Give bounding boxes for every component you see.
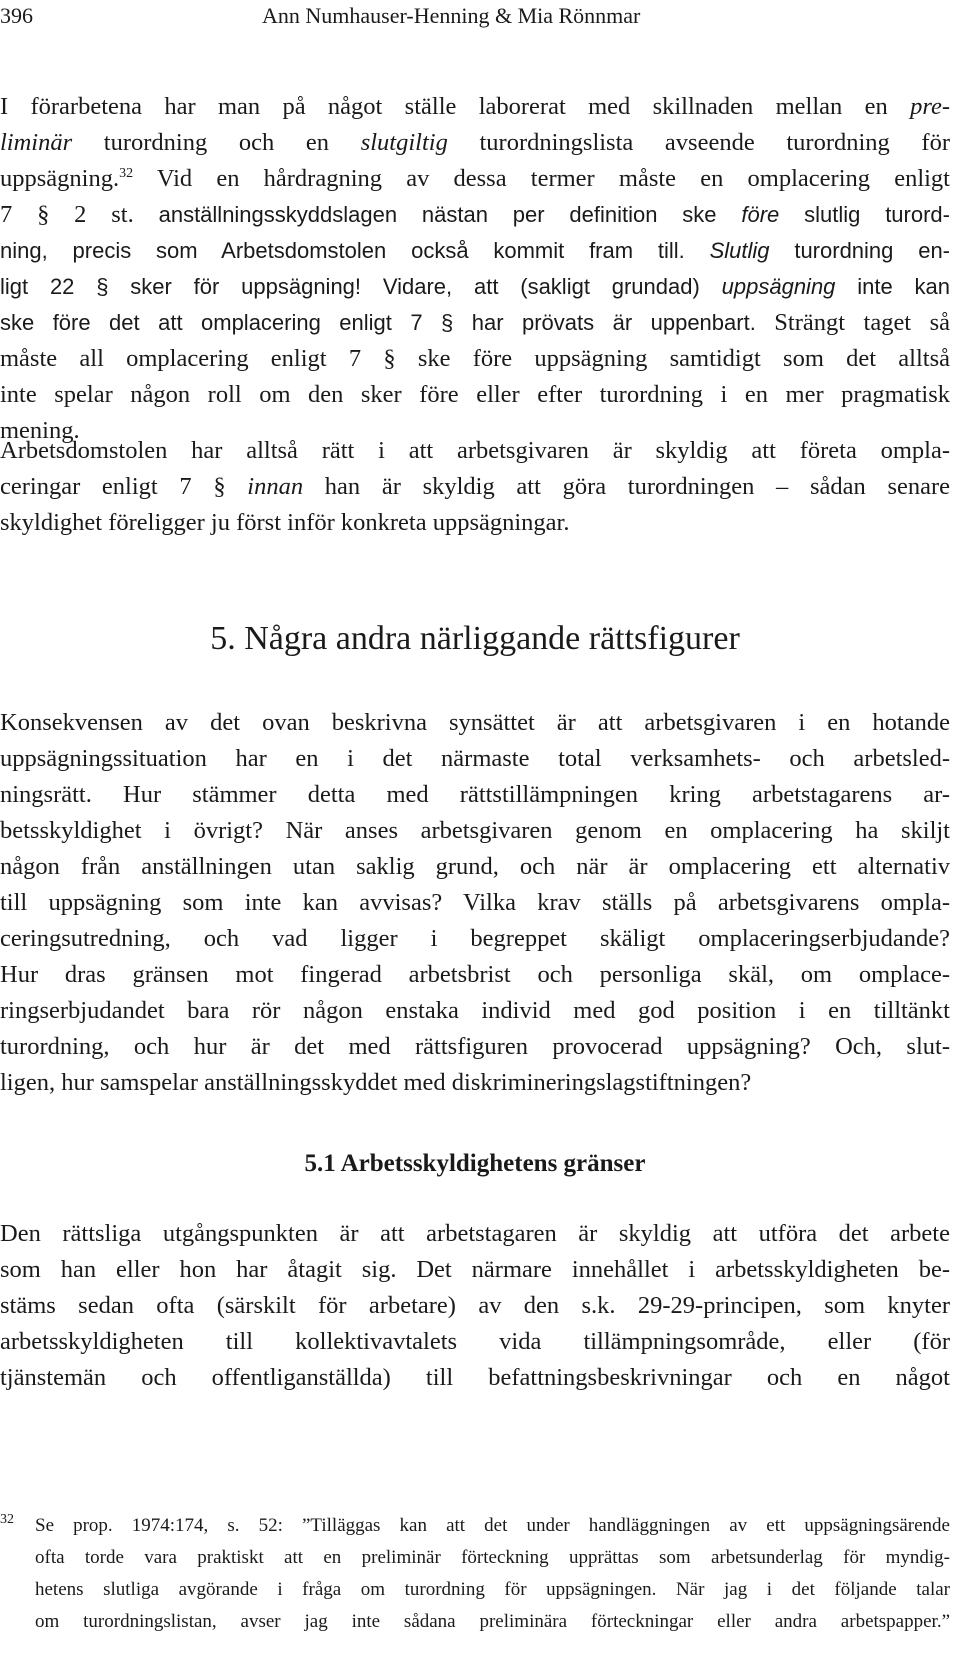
page-number: 396	[0, 3, 33, 28]
italic-run: innan	[247, 473, 304, 500]
text-run: turordning och en	[72, 129, 361, 156]
text-run: uppsägning.	[0, 165, 120, 192]
footnote-line: Se prop. 1974:174, s. 52: ”Tilläggas kan att det under handläggningen av ett uppsägningsärende	[35, 1515, 950, 1536]
paragraph-line	[0, 305, 950, 341]
running-title: Ann Numhauser-Henning & Mia Rönnmar	[262, 3, 641, 28]
paragraph-line: tjänstemän och offentliganställda) till befattningsbeskrivningar och en något	[0, 1364, 950, 1391]
paragraph-line: någon från anställningen utan saklig grund, och när är omplacering ett alternativ	[0, 853, 950, 880]
paragraph-line: Arbetsdomstolen har alltså rätt i att arbetsgivaren är skyldig att företa ompla-	[0, 437, 950, 464]
paragraph-line: mening.	[0, 417, 80, 444]
italic-run: pre-	[910, 93, 950, 120]
footnote-line: ofta torde vara praktiskt att en preliminär förteckning upprättas som arbetsunderlag för myndig-	[35, 1547, 950, 1568]
subsection-heading: 5.1 Arbetsskyldighetens gränser	[304, 1150, 646, 1177]
running-header	[0, 2, 960, 30]
paragraph-line: ceringsutredning, och vad ligger i begreppet skäligt omplaceringserbjudande?	[0, 925, 950, 952]
paragraph-line	[0, 269, 950, 305]
text-run: turordningslista avseende turordning för	[447, 129, 950, 156]
paragraph-line: uppsägningssituation har en i det närmaste total verksamhets- och arbetsled-	[0, 745, 950, 772]
text-run: ske före det att omplacering enligt 7 § har prövats är uppenbart.	[0, 310, 775, 335]
text-run: ning, precis som Arbetsdomstolen också kommit fram till.	[0, 238, 710, 263]
text-run: ligt 22 § sker för uppsägning! Vidare, att (sakligt grundad)	[0, 274, 722, 299]
paragraph-line: ringserbjudandet bara rör någon enstaka individ med god position i en tilltänkt	[0, 997, 950, 1024]
section-heading: 5. Några andra närliggande rättsfigurer	[210, 620, 740, 657]
paragraph-line: ningsrätt. Hur stämmer detta med rättstillämpningen kring arbetstagarens ar-	[0, 781, 950, 808]
italic-run: Slutlig	[709, 238, 770, 263]
paragraph-line: betsskyldighet i övrigt? När anses arbetsgivaren genom en omplacering ha skiljt	[0, 817, 950, 844]
paragraph-line	[0, 233, 950, 269]
text-run: Vid en hårdragning av dessa termer måste en omplacering enligt	[133, 165, 950, 192]
paragraph-line: turordning, och hur är det med rättsfiguren provocerad uppsägning? Och, slut-	[0, 1033, 950, 1060]
paragraph-4	[0, 1216, 950, 1396]
paragraph-line: arbetsskyldigheten till kollektivavtalets vida tillämpningsområde, eller (för	[0, 1328, 950, 1355]
text-run: slutlig turord-	[779, 202, 950, 227]
paragraph-2	[0, 433, 950, 541]
paragraph-line: Hur dras gränsen mot fingerad arbetsbrist och personliga skäl, om omplace-	[0, 961, 950, 988]
footnote-line: hetens slutliga avgörande i fråga om turordning för uppsägningen. När jag i det följande talar	[35, 1579, 950, 1600]
paragraph-line	[0, 89, 950, 125]
paragraph-line: stäms sedan ofta (särskilt för arbetare) av den s.k. 29-29-principen, som knyter	[0, 1292, 950, 1319]
paragraph-line	[0, 125, 950, 161]
footnote-text	[35, 1510, 950, 1638]
paragraph-1	[0, 89, 950, 449]
text-run: turordning en-	[769, 238, 951, 263]
italic-run: före	[741, 202, 780, 227]
paragraph-line	[0, 161, 950, 197]
text-run: anställningsskyddslagen nästan per definition ske	[158, 202, 742, 227]
paragraph-line: ligen, hur samspelar anställningsskyddet med diskrimineringslagstiftningen?	[0, 1069, 752, 1096]
text-run: inte kan	[835, 274, 950, 299]
footnote-number: 32	[0, 1512, 14, 1527]
paragraph-line: Den rättsliga utgångspunkten är att arbetstagaren är skyldig att utföra det arbete	[0, 1220, 950, 1247]
paragraph-line: inte spelar någon roll om den sker före eller efter turordning i en mer pragmatisk	[0, 381, 950, 408]
footnote-reference[interactable]: 32	[119, 166, 134, 181]
footnote-line: om turordningslistan, avser jag inte sådana preliminära förteckningar eller andra arbetspapper.”	[35, 1611, 950, 1632]
paragraph-line: skyldighet föreligger ju först inför konkreta uppsägningar.	[0, 509, 570, 536]
paragraph-3	[0, 705, 950, 1101]
italic-run: uppsägning	[721, 274, 836, 299]
paragraph-line	[0, 197, 950, 233]
paragraph-line: Konsekvensen av det ovan beskrivna synsättet är att arbetsgivaren i en hotande	[0, 709, 950, 736]
text-run: Strängt taget så	[774, 309, 950, 336]
paragraph-line: till uppsägning som inte kan avvisas? Vilka krav ställs på arbetsgivarens ompla-	[0, 889, 950, 916]
text-run: han är skyldig att göra turordningen – sådan senare	[303, 473, 951, 500]
paragraph-line: måste all omplacering enligt 7 § ske före uppsägning samtidigt som det alltså	[0, 345, 950, 372]
italic-run: slutgiltig	[360, 129, 448, 156]
text-run: I förarbetena har man på något ställe laborerat med skillnaden mellan en	[0, 93, 911, 120]
italic-run: liminär	[0, 129, 73, 156]
text-run: 7 § 2 st.	[0, 201, 159, 228]
paragraph-line	[0, 469, 950, 505]
text-run: ceringar enligt 7 §	[0, 473, 248, 500]
paragraph-line: som han eller hon har åtagit sig. Det närmare innehållet i arbetsskyldigheten be-	[0, 1256, 950, 1283]
